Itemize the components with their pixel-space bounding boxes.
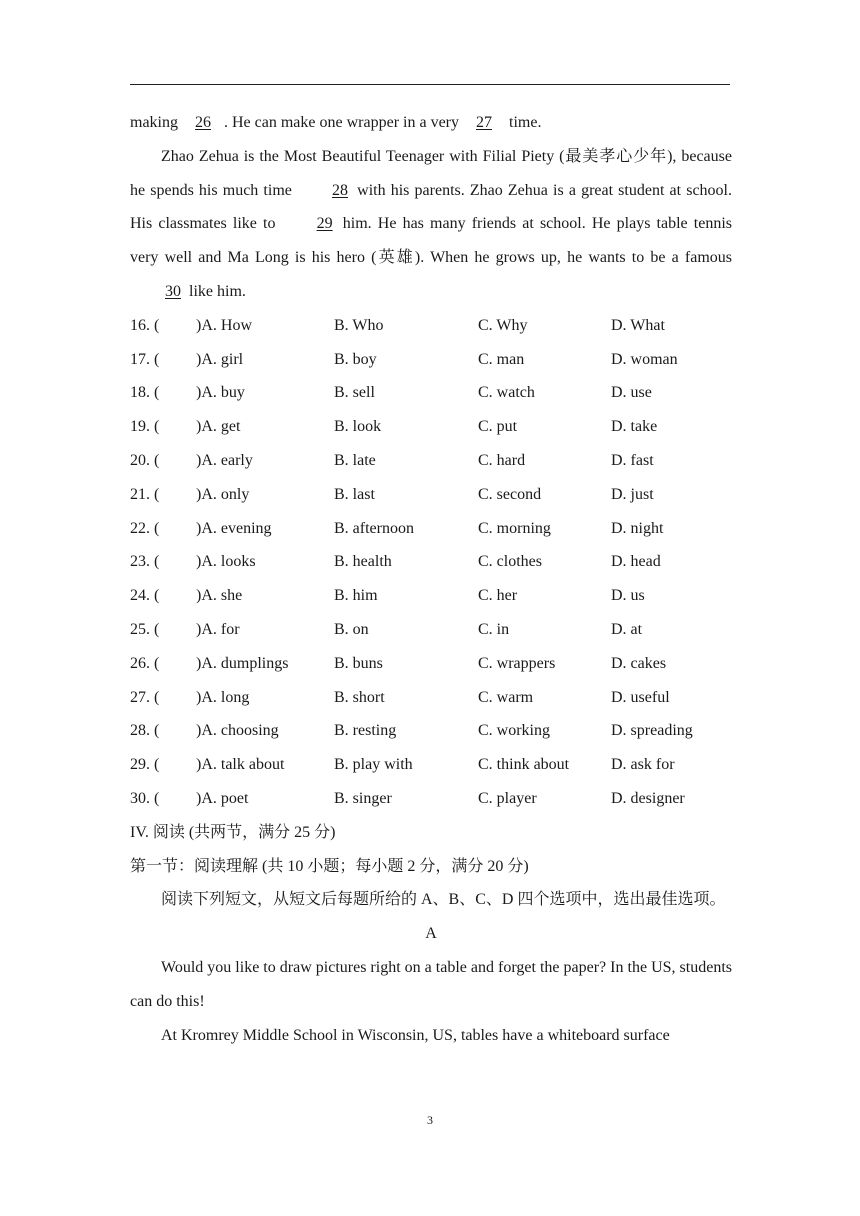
option-b: B. Who	[334, 316, 384, 334]
question-26	[130, 647, 732, 681]
text-span: time.	[505, 114, 542, 131]
option-d: D. ask for	[611, 756, 675, 774]
option-a: )A. dumplings	[196, 654, 289, 672]
option-a: )A. early	[196, 451, 253, 469]
question-25	[130, 613, 732, 647]
blank-27: 27	[476, 114, 492, 131]
question-28	[130, 714, 732, 748]
option-d: D. spreading	[611, 722, 693, 740]
option-d: D. woman	[611, 350, 678, 368]
option-d: D. take	[611, 418, 658, 436]
question-number: 30. (	[130, 789, 160, 807]
option-b: B. late	[334, 451, 376, 469]
question-23	[130, 545, 732, 579]
passage-a-paragraph-2: At Kromrey Middle School in Wisconsin, US, tables have a whiteboard surface	[161, 1026, 670, 1044]
option-c: C. morning	[478, 519, 551, 537]
option-c: C. in	[478, 620, 510, 638]
question-number: 18. (	[130, 384, 160, 402]
passage-line-1	[130, 106, 732, 140]
question-19	[130, 410, 732, 444]
blank-30: 30	[165, 282, 181, 300]
option-a: )A. choosing	[196, 722, 279, 740]
option-a: )A. buy	[196, 384, 245, 402]
option-b: B. sell	[334, 384, 375, 402]
option-b: B. on	[334, 620, 369, 638]
option-d: D. designer	[611, 789, 685, 807]
question-27	[130, 681, 732, 715]
option-a: )A. poet	[196, 789, 249, 807]
question-number: 28. (	[130, 722, 160, 740]
blank-26: 26	[195, 114, 211, 131]
option-c: C. clothes	[478, 553, 542, 571]
question-20	[130, 444, 732, 478]
option-a: )A. she	[196, 587, 243, 605]
page-number: 3	[427, 1113, 433, 1127]
blank-28: 28	[332, 181, 349, 199]
option-c: C. her	[478, 587, 518, 605]
question-list	[130, 309, 732, 816]
option-c: C. second	[478, 485, 542, 503]
passage-a-paragraph-1: Would you like to draw pictures right on a table and forget the paper? In the US, students can do this!	[130, 958, 732, 1010]
instructions: 阅读下列短文，从短文后每题所给的 A、B、C、D 四个选项中，选出最佳选项。	[161, 891, 726, 909]
option-b: B. resting	[334, 722, 397, 740]
text-span: him. He has many friends at school. He plays table tennis very well and Ma Long is his hero (英雄). When he grows up, he wants to be a famous	[130, 215, 732, 267]
question-30	[130, 782, 732, 816]
question-18	[130, 376, 732, 410]
option-b: B. last	[334, 485, 375, 503]
option-c: C. player	[478, 789, 537, 807]
option-a: )A. for	[196, 620, 240, 638]
option-b: B. health	[334, 553, 392, 571]
option-d: D. night	[611, 519, 664, 537]
option-d: D. us	[611, 587, 645, 605]
option-d: D. fast	[611, 451, 654, 469]
question-number: 17. (	[130, 350, 160, 368]
option-b: B. buns	[334, 654, 383, 672]
option-a: )A. talk about	[196, 756, 285, 774]
question-22	[130, 512, 732, 546]
question-number: 25. (	[130, 620, 160, 638]
option-c: C. working	[478, 722, 550, 740]
text-span: with his parents. Zhao Zehua is a great student at school. His classmates like to	[130, 181, 733, 233]
option-b: B. afternoon	[334, 519, 414, 537]
question-29	[130, 748, 732, 782]
text-span: making	[130, 114, 182, 131]
question-number: 20. (	[130, 451, 160, 469]
option-c: C. hard	[478, 451, 526, 469]
option-b: B. play with	[334, 756, 413, 774]
question-number: 23. (	[130, 553, 160, 571]
option-c: C. think about	[478, 756, 570, 774]
question-17	[130, 343, 732, 377]
option-a: )A. looks	[196, 553, 256, 571]
option-b: B. singer	[334, 789, 392, 807]
question-number: 29. (	[130, 756, 160, 774]
option-c: C. man	[478, 350, 525, 368]
question-number: 19. (	[130, 418, 160, 436]
option-a: )A. only	[196, 485, 250, 503]
option-b: B. him	[334, 587, 378, 605]
header-rule	[130, 84, 730, 85]
option-a: )A. get	[196, 418, 241, 436]
option-a: )A. long	[196, 688, 250, 706]
option-c: C. watch	[478, 384, 535, 402]
option-c: C. wrappers	[478, 654, 556, 672]
option-d: D. What	[611, 316, 665, 334]
option-d: D. cakes	[611, 654, 667, 672]
part-title: 第一节：阅读理解 (共 10 小题；每小题 2 分，满分 20 分)	[130, 857, 529, 875]
option-d: D. use	[611, 384, 652, 402]
text-span: . He can make one wrapper in a very	[224, 114, 463, 131]
text-span: like him.	[185, 282, 246, 300]
option-d: D. at	[611, 620, 643, 638]
option-a: )A. girl	[196, 350, 244, 368]
option-b: B. look	[334, 418, 382, 436]
page-content	[130, 106, 732, 1052]
option-b: B. boy	[334, 350, 377, 368]
option-d: D. useful	[611, 688, 670, 706]
option-d: D. head	[611, 553, 661, 571]
question-number: 16. (	[130, 316, 160, 334]
question-number: 22. (	[130, 519, 160, 537]
question-21	[130, 478, 732, 512]
question-16	[130, 309, 732, 343]
option-b: B. short	[334, 688, 385, 706]
option-c: C. warm	[478, 688, 534, 706]
question-number: 21. (	[130, 485, 160, 503]
text-span: Zhao Zehua is the Most Beautiful Teenager with Filial Piety (最美孝心少年), because he spends his much time	[130, 147, 732, 199]
question-24	[130, 579, 732, 613]
section-title: IV. 阅读 (共两节，满分 25 分)	[130, 823, 336, 841]
question-number: 27. (	[130, 688, 160, 706]
option-c: C. put	[478, 418, 518, 436]
question-number: 24. (	[130, 587, 160, 605]
question-number: 26. (	[130, 654, 160, 672]
passage-label: A	[425, 925, 437, 943]
option-a: )A. evening	[196, 519, 272, 537]
option-d: D. just	[611, 485, 654, 503]
option-a: )A. How	[196, 316, 252, 334]
passage-paragraph-2	[130, 140, 732, 309]
blank-29: 29	[316, 215, 333, 233]
option-c: C. Why	[478, 316, 528, 334]
